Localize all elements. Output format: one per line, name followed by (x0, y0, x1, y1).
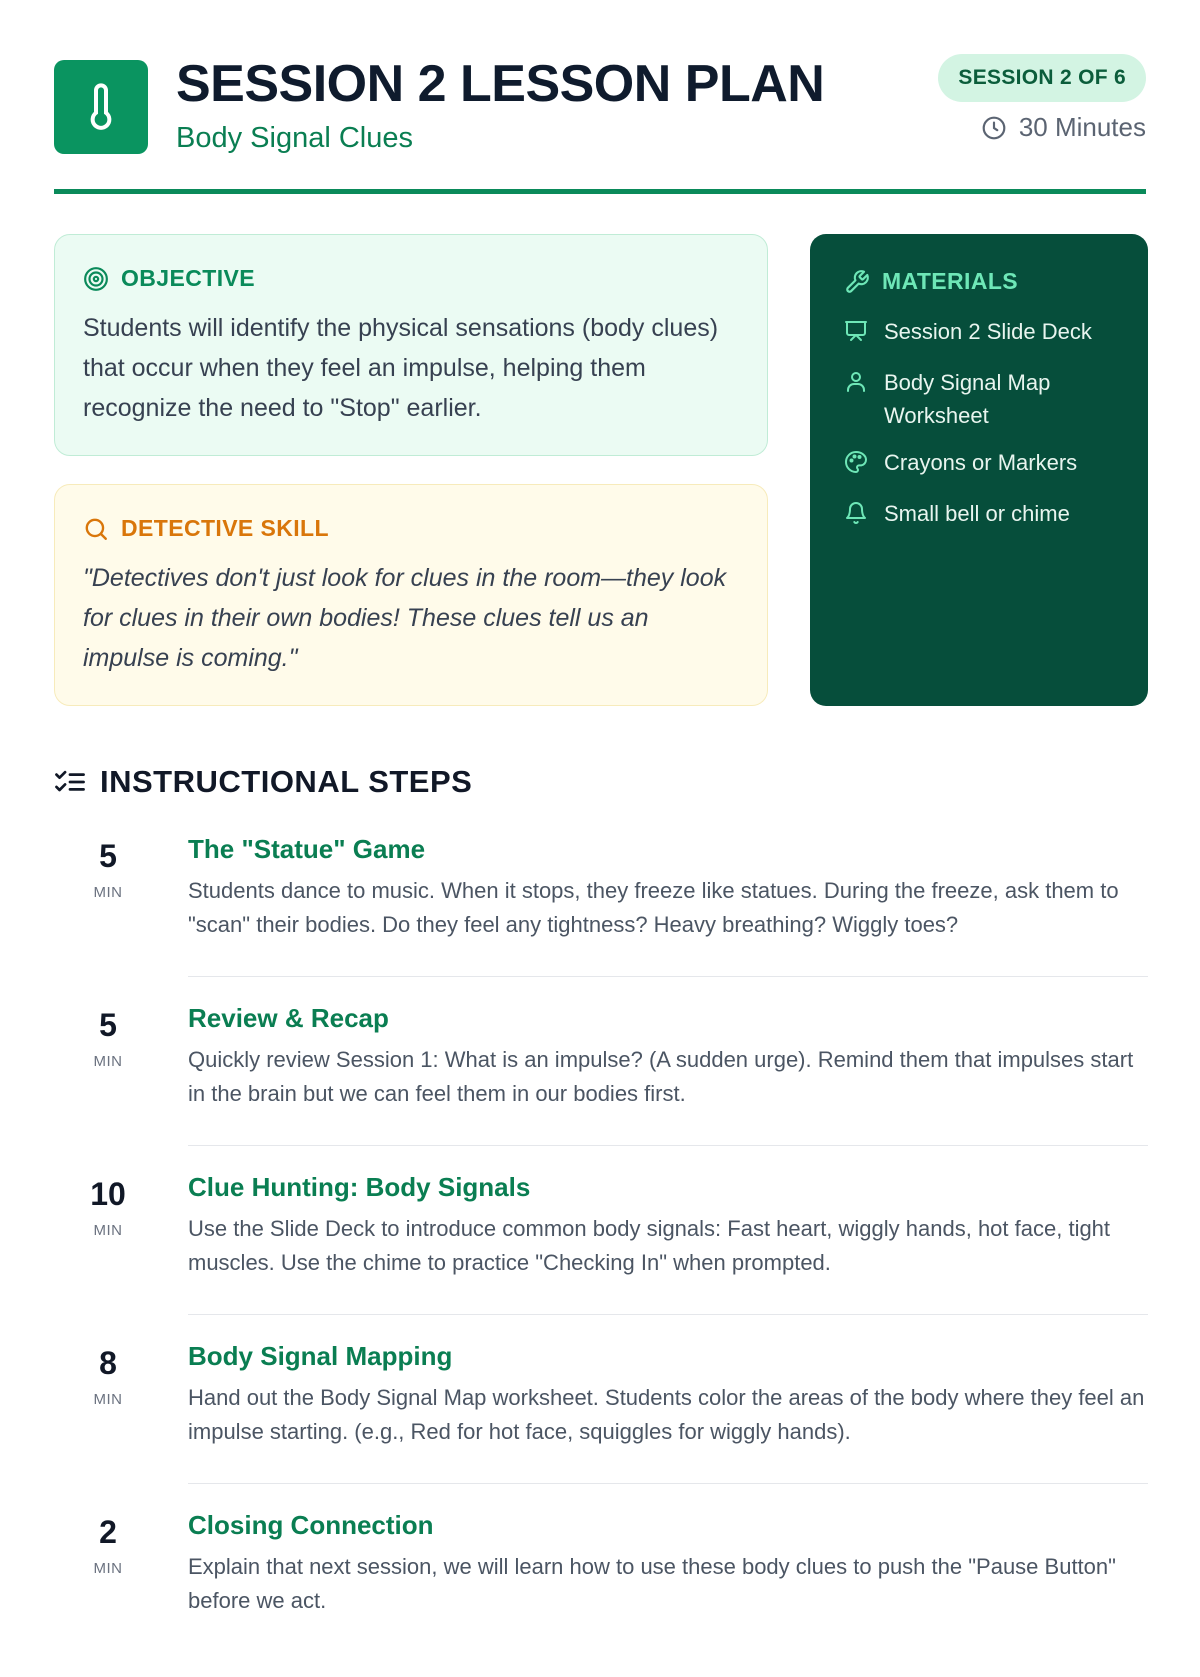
objective-heading-text: OBJECTIVE (121, 265, 255, 291)
step-minutes: 10 (90, 1176, 126, 1212)
steps-heading (54, 764, 472, 800)
material-item (844, 366, 1114, 432)
step-title: Review & Recap (188, 1003, 389, 1033)
material-label: Crayons or Markers (884, 450, 1078, 475)
palette-icon (844, 450, 868, 474)
material-label: Body Signal Map Worksheet (884, 370, 1051, 428)
step-unit: MIN (93, 1560, 123, 1577)
clock-icon (981, 115, 1007, 141)
detective-skill-card (54, 484, 768, 706)
material-item (844, 315, 1114, 352)
search-icon (83, 516, 109, 542)
step-unit: MIN (93, 1222, 123, 1239)
step-item (54, 832, 1148, 1001)
step-content (188, 1508, 1148, 1653)
materials-heading-text: MATERIALS (882, 268, 1019, 294)
lesson-header (54, 55, 1146, 194)
detective-skill-quote: "Detectives don't just look for clues in the room—they look for clues in their own bodies! These clues tell us an impulse is coming." (83, 564, 727, 672)
step-unit: MIN (93, 884, 123, 901)
page-title: SESSION 2 LESSON PLAN (176, 55, 825, 113)
step-description: Explain that next session, we will learn how to use these body clues to push the "Pause Button" before we act. (188, 1554, 1116, 1613)
objective-heading (83, 265, 739, 292)
session-badge: SESSION 2 OF 6 (938, 54, 1146, 102)
presentation-icon (844, 319, 868, 343)
step-content (188, 1170, 1148, 1315)
material-label: Small bell or chime (884, 501, 1070, 526)
step-unit: MIN (93, 1391, 123, 1408)
step-title: Clue Hunting: Body Signals (188, 1172, 531, 1202)
material-item (844, 497, 1114, 534)
detective-skill-heading (83, 515, 739, 542)
detective-skill-heading-text: DETECTIVE SKILL (121, 515, 329, 541)
step-description: Hand out the Body Signal Map worksheet. Students color the areas of the body where they feel an impulse starting. (e.g., Red for hot face, squiggles for wiggly hands). (188, 1385, 1145, 1444)
step-title: Closing Connection (188, 1510, 434, 1540)
materials-heading (844, 268, 1114, 295)
step-unit: MIN (93, 1053, 123, 1070)
materials-card (810, 234, 1148, 706)
step-content (188, 832, 1148, 977)
objective-text: Students will identify the physical sensations (body clues) that occur when they feel an impulse, helping them recognize the need to "Stop" earlier. (83, 314, 719, 422)
duration-info (981, 112, 1146, 143)
step-title: The "Statue" Game (188, 834, 426, 864)
step-duration (54, 1512, 162, 1577)
step-duration (54, 836, 162, 901)
step-duration (54, 1005, 162, 1070)
material-item (844, 446, 1114, 483)
steps-heading-text: INSTRUCTIONAL STEPS (100, 764, 473, 799)
step-description: Use the Slide Deck to introduce common body signals: Fast heart, wiggly hands, hot face, tight muscles. Use the chime to practice "Checking In" when prompted. (188, 1216, 1111, 1275)
step-minutes: 5 (99, 1007, 117, 1043)
step-item (54, 1001, 1148, 1170)
step-content (188, 1339, 1148, 1484)
step-minutes: 2 (99, 1514, 117, 1550)
step-item (54, 1508, 1148, 1677)
logo-badge (54, 60, 148, 154)
steps-list (54, 832, 1148, 1677)
step-description: Quickly review Session 1: What is an impulse? (A sudden urge). Remind them that impulses start in the brain but we can feel them in our bodies first. (188, 1047, 1134, 1106)
material-label: Session 2 Slide Deck (884, 319, 1092, 344)
step-duration (54, 1343, 162, 1408)
step-title: Body Signal Mapping (188, 1341, 453, 1371)
thermometer-icon (81, 81, 121, 133)
step-content (188, 1001, 1148, 1146)
checklist-icon (54, 768, 86, 796)
step-duration (54, 1174, 162, 1239)
duration-text: 30 Minutes (1018, 112, 1146, 142)
user-icon (844, 370, 868, 394)
objective-card (54, 234, 768, 456)
page-subtitle: Body Signal Clues (176, 122, 413, 154)
step-description: Students dance to music. When it stops, they freeze like statues. During the freeze, ask them to "scan" their bodies. Do they feel any tightness? Heavy breathing? Wiggly toes? (188, 878, 1119, 937)
bell-icon (844, 501, 868, 525)
wrench-icon (844, 269, 870, 295)
target-icon (83, 266, 109, 292)
step-minutes: 5 (99, 838, 117, 874)
step-item (54, 1170, 1148, 1339)
step-item (54, 1339, 1148, 1508)
step-minutes: 8 (99, 1345, 117, 1381)
